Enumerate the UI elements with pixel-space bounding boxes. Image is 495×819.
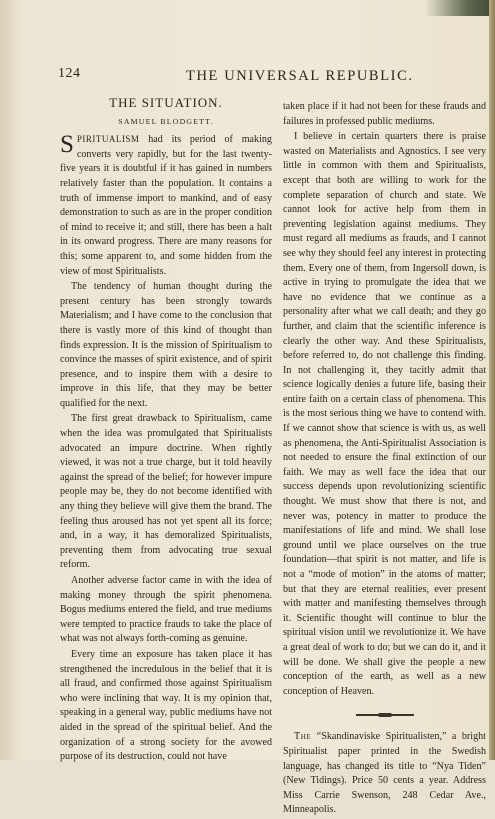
page-edge [489,0,495,760]
paragraph-1-text: had its period of making converts very rapidly, but for the last twenty-five years it is doubtful if it has gained in numbers relatively faster than the population. It contains a truth of immense import to mankind, and of easy demonstration to such as are in the proper condition of mind to receive it; and still, there has been a halt in its onward progress. There are many reasons for this; some apparent to, and some hidden from the view of most Spiritualists. [60,134,272,277]
notice-paragraph [283,730,486,818]
paragraph-1 [60,132,272,279]
paragraph-3: The first great drawback to Spiritualism, came when the idea was promulgated that Spiritualists advocated an impure doctrine. When rightly viewed, it was not a true charge, but it told heavily against the spread of the belief; for however impure people may be, they do not become identified with any thing they believe will give them the brand. The feeling thus aroused has not yet spent all its force; and, in a way, it has demoralized Spiritualists, preventing them from advocating true sexual reform. [60,413,272,571]
page-number: 124 [58,66,81,81]
paragraph-7: I believe in certain quarters there is praise wasted on Materialists and Agnostics. I see very little in common with them and Spiritualists, except that both are willing to work for the complete separation of church and state. We cannot look for active help from them in preventing legislation against mediums. They must regard all mediums as frauds, and I cannot see why they should feel any interest in protecting them. Every one of them, from Ingersoll down, is active in trying to promulgate the idea that we have no evidence that we continue as a personality after what we call death; and they go further, and claim that the scientific inference is clearly the other way. And these Spiritualists, before referred to, do not challenge this finding. In not challenging it, they tacitly admit that science logically denies a future life, basing their entire faith on a certain class of phenomena. This is the most serious thing we have to contend with. If we cannot show that science is with us, as well as phenomena, the Anti-Spiritualist Association is not needed to ensure the final extinction of our faith. We may as well face the idea that our success depends upon revolutionizing scientific thought. We must show that there is not, and never was, potency in matter to produce the manifestations of life and mind. We shall lose ground until we place ourselves on the true foundation—that spirit is not matter, and life is not a “mode of motion” in the atoms of matter; but that they are eternal realities, ever present with matter and manifesting themselves through it. Scientific thought will continue to blur the spiritual vision until we revolutionize it. We have a great deal of work to do; but we can do it, and it will be done. We shall give the people a new conception of the earth, as well as a new conception of Heaven. [283,131,486,697]
paragraph-5: Every time an exposure has taken place it has strengthened the incredulous in the belief that it is all fraud, and confirmed those against Spiritualism who were inclining that way. It is my opinion that, speaking in a general way, public mediums have not aided in the spread of the spiritual belief. And the organization of a strong society for the avowed purpose of its destruction, could not have [60,648,272,763]
notice-lead: The [294,731,312,743]
paragraph-2: The tendency of human thought during the present century has been strongly towards Materialism; and I have come to the conclusion that there is vastly more of this kind of thought than finds expression. It is the mission of Spiritualism to convince the masses of spirit existence, and of spirit presence, and to inspire them with a desire to improve in this life, that they may be better qualified for the next. [60,281,272,409]
article-author: SAMUEL BLODGETT. [118,116,214,126]
paragraph-6: taken place if it had not been for these frauds and failures in professed public mediums. [283,101,486,127]
running-title: THE UNIVERSAL REPUBLIC. [186,68,414,84]
notice-text: “Skandinaviske Spiritualisten,” a bright Spiritualist paper printed in the Swedish language, has changed its title to “Nya Tiden” (New Tidings). Price 50 cents a year. Address Miss Carrie Swenson, 248 Cedar Ave., Minneapolis. [283,731,486,816]
right-column [283,100,486,819]
left-column [60,96,272,766]
page-header [50,66,480,86]
drop-cap: S [60,131,74,159]
section-divider [356,712,414,718]
first-word: PIRITUALISM [76,134,140,145]
article-title: THE SITUATION. [109,95,223,110]
paragraph-4: Another adverse factor came in with the idea of making money through the spirit phenomena. Bogus mediums entered the field, and true mediums were tempted to practice frauds to take the place of what was not always forth-coming as genuine. [60,575,272,645]
binding-edge [425,0,495,16]
